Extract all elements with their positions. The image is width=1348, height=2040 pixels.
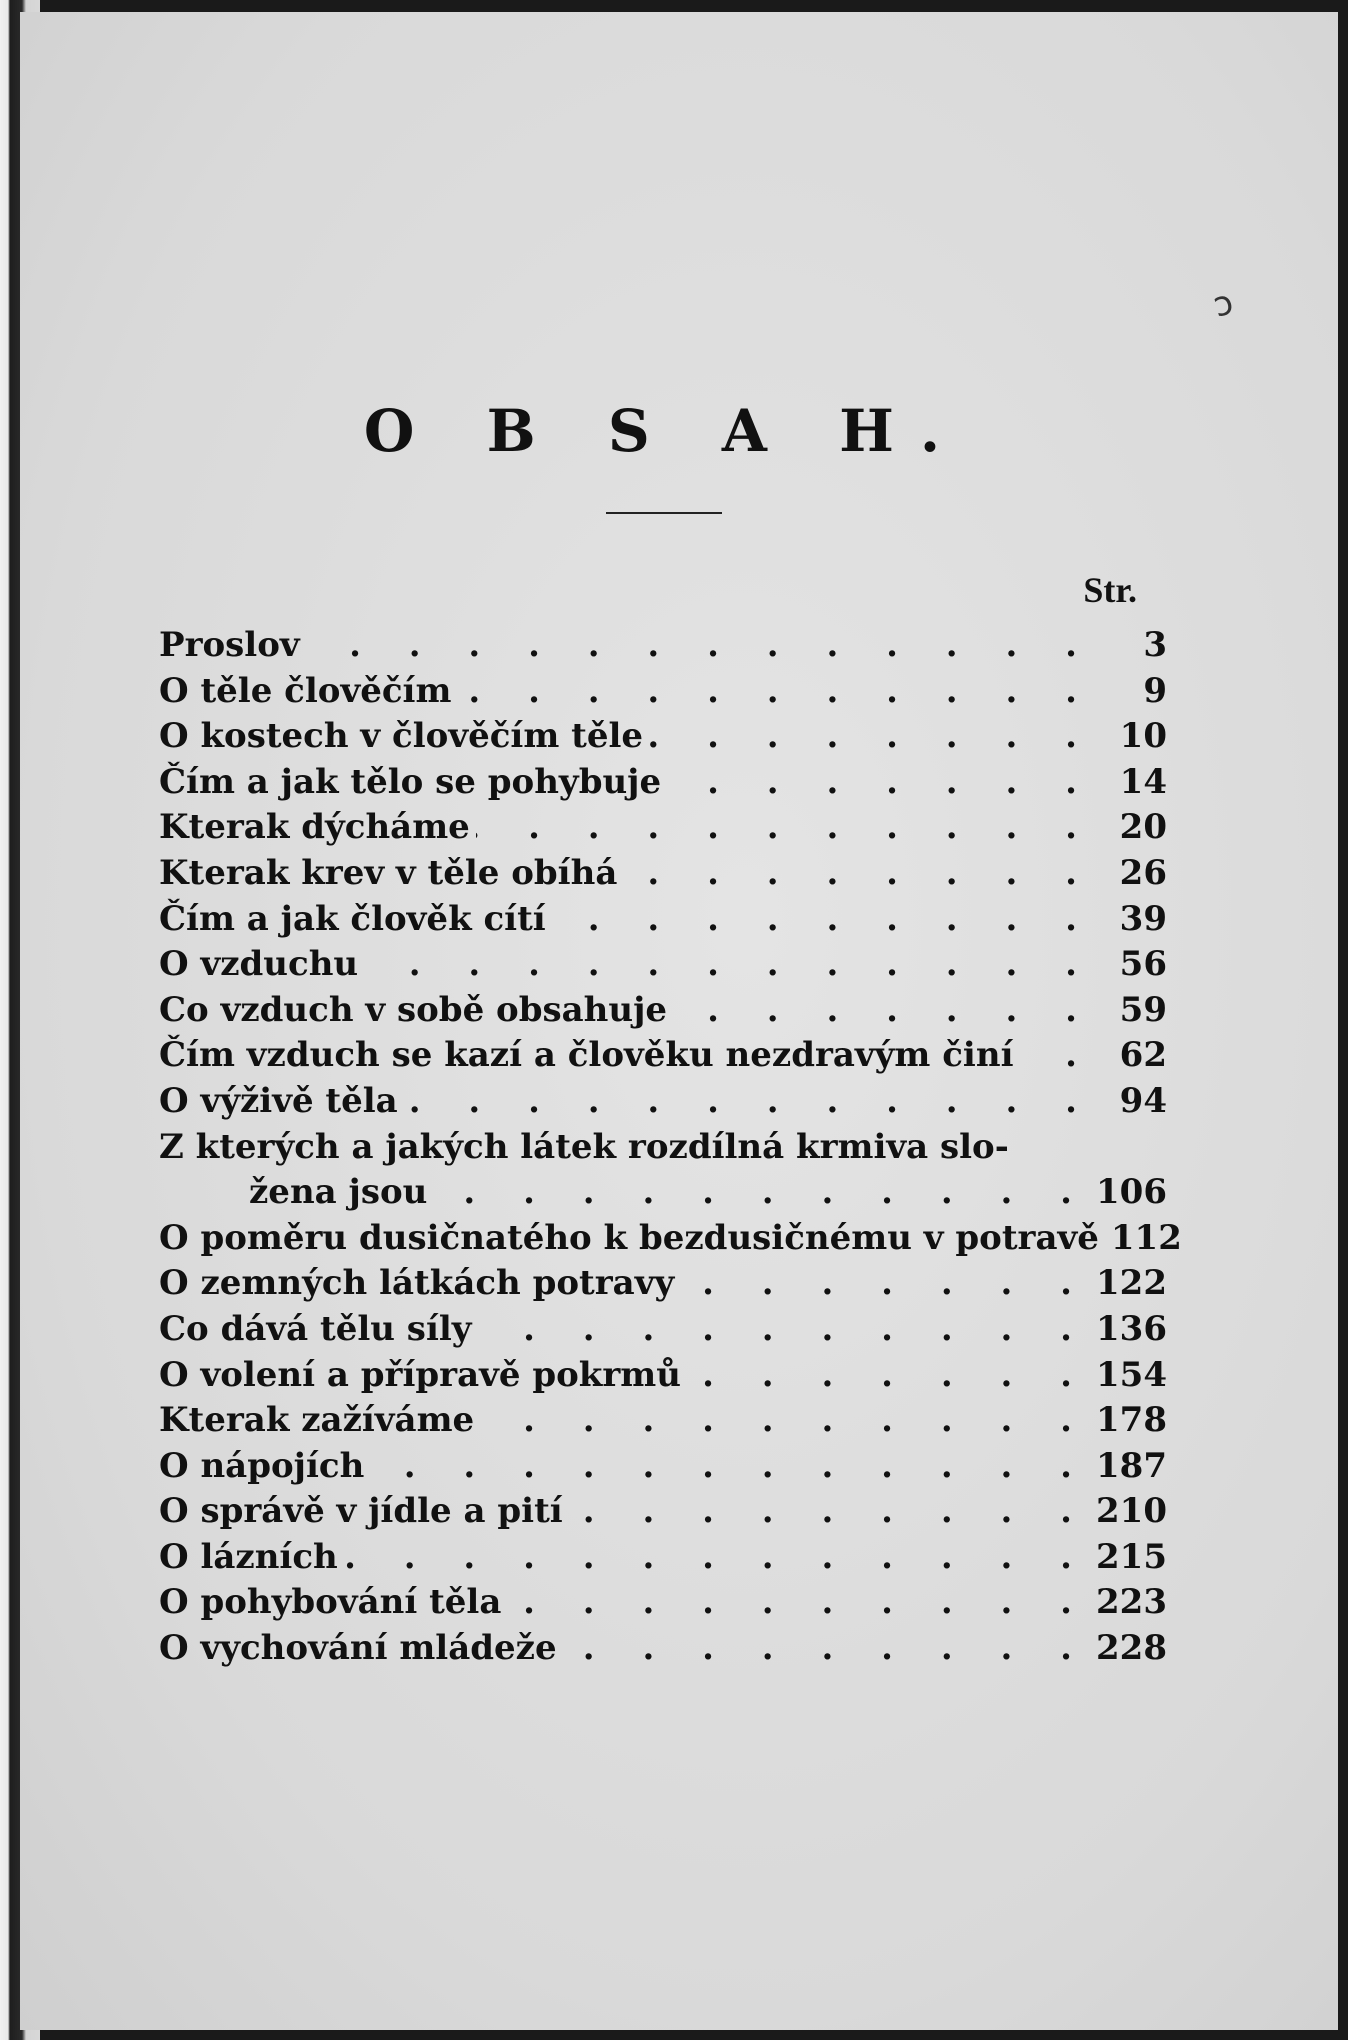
toc-page-number: 9	[1143, 670, 1167, 711]
toc-page-number: 56	[1119, 944, 1167, 985]
toc-entry-title: Čím a jak tělo se pohybuje	[159, 761, 662, 802]
toc-entry-title: Proslov	[159, 625, 300, 665]
toc-entry-title: O poměru dusičnatého k bezdusičnému v potravě	[159, 1217, 1099, 1258]
toc-entry	[159, 805, 1167, 851]
toc-page-number: 223	[1096, 1582, 1167, 1623]
toc-page-number: 122	[1096, 1263, 1167, 1304]
leader-dots	[680, 1261, 1090, 1307]
toc-entry	[159, 1261, 1167, 1307]
leader-dots	[667, 760, 1095, 806]
toc-page-number: 94	[1119, 1080, 1167, 1121]
toc-page-number: 3	[1143, 625, 1167, 665]
toc-entry	[159, 1125, 1167, 1171]
leader-dots	[457, 669, 1095, 715]
leader-dots	[476, 805, 1095, 851]
toc-entry-title: O kostech v člověčím těle	[159, 716, 644, 757]
toc-entry-title: O správě v jídle a pití	[159, 1491, 563, 1532]
toc-page-number: 39	[1119, 898, 1167, 939]
toc-page-number: 106	[1096, 1172, 1167, 1213]
toc-entry	[159, 1626, 1167, 1672]
leader-dots	[649, 714, 1095, 760]
toc-entry	[159, 760, 1167, 806]
toc-page-number: 112	[1110, 1217, 1182, 1258]
leader-dots	[552, 897, 1095, 943]
toc-entry-title: O volení a přípravě pokrmů	[159, 1354, 681, 1395]
toc-entry-title: O těle člověčím	[159, 670, 452, 711]
toc-entry-title: Kterak dýcháme	[159, 807, 470, 848]
toc-page-number: 14	[1119, 761, 1167, 802]
toc-page-number: 20	[1119, 807, 1167, 848]
toc-page-number: 59	[1119, 989, 1167, 1030]
toc-entry-title: Co vzduch v sobě obsahuje	[159, 989, 668, 1030]
toc-page-number: 26	[1119, 852, 1167, 893]
toc-page-number: 62	[1119, 1035, 1167, 1076]
toc-entry	[159, 1398, 1167, 1444]
toc-entry	[159, 1444, 1167, 1490]
table-of-contents	[159, 623, 1182, 1672]
leader-dots	[673, 988, 1095, 1034]
toc-page-number: 187	[1096, 1445, 1167, 1486]
leader-dots	[563, 1626, 1090, 1672]
leader-dots	[404, 1079, 1095, 1125]
toc-entry-title: O nápojích	[159, 1445, 365, 1486]
toc-page-number: 215	[1096, 1536, 1167, 1577]
page-title: O B S A H.	[363, 397, 967, 465]
toc-entry	[159, 1079, 1167, 1125]
page-column-label: Str.	[1083, 570, 1137, 610]
toc-entry	[159, 1033, 1167, 1079]
toc-entry-title: O vychování mládeže	[159, 1628, 557, 1669]
leader-dots	[569, 1489, 1090, 1535]
toc-page-number: 10	[1119, 716, 1167, 757]
toc-entry	[159, 1353, 1167, 1399]
toc-entry	[159, 1216, 1182, 1262]
toc-page-number: 228	[1096, 1628, 1167, 1669]
leader-dots	[306, 623, 1095, 669]
toc-entry	[159, 669, 1167, 715]
leader-dots	[370, 1444, 1090, 1490]
toc-entry-title: O zemných látkách potravy	[159, 1263, 675, 1304]
leader-dots	[687, 1353, 1090, 1399]
toc-entry	[159, 851, 1167, 897]
leader-dots	[1019, 1033, 1095, 1079]
toc-entry	[159, 623, 1167, 669]
leader-dots	[433, 1170, 1090, 1216]
toc-entry	[159, 897, 1167, 943]
leader-dots	[364, 942, 1095, 988]
toc-entry-title: O výživě těla	[159, 1080, 398, 1121]
toc-entry-title: Kterak zažíváme	[159, 1400, 475, 1441]
toc-entry-title: Kterak krev v těle obíhá	[159, 852, 618, 893]
toc-entry	[159, 988, 1167, 1034]
toc-entry-title: O vzduchu	[159, 944, 359, 985]
toc-entry	[159, 714, 1167, 760]
toc-page-number: 136	[1096, 1308, 1167, 1349]
leader-dots	[623, 851, 1095, 897]
toc-entry-title: Z kterých a jakých látek rozdílná krmiva slo-	[159, 1126, 1009, 1167]
book-page	[20, 12, 1338, 2030]
leader-dots	[507, 1580, 1090, 1626]
toc-entry	[159, 1489, 1167, 1535]
toc-entry-title: Co dává tělu síly	[159, 1308, 472, 1349]
title-rule	[606, 512, 722, 514]
toc-entry-title: Čím a jak člověk cítí	[159, 898, 546, 939]
toc-entry	[159, 1535, 1167, 1581]
toc-page-number: 178	[1096, 1400, 1167, 1441]
leader-dots	[344, 1535, 1090, 1581]
leader-dots	[478, 1307, 1090, 1353]
leader-dots	[480, 1398, 1090, 1444]
toc-entry-title: O pohybování těla	[159, 1582, 502, 1623]
toc-page-number: 210	[1096, 1491, 1167, 1532]
toc-entry	[159, 1580, 1167, 1626]
toc-entry-title: Čím vzduch se kazí a člověku nezdravým činí	[159, 1035, 1014, 1076]
toc-entry-title: O lázních	[159, 1536, 338, 1577]
toc-entry-title-continuation: žena jsou	[249, 1172, 428, 1213]
margin-mark: ↄ	[1209, 282, 1238, 326]
toc-entry	[159, 1307, 1167, 1353]
toc-page-number: 154	[1096, 1354, 1167, 1395]
toc-entry-continuation	[159, 1170, 1167, 1216]
toc-entry	[159, 942, 1167, 988]
